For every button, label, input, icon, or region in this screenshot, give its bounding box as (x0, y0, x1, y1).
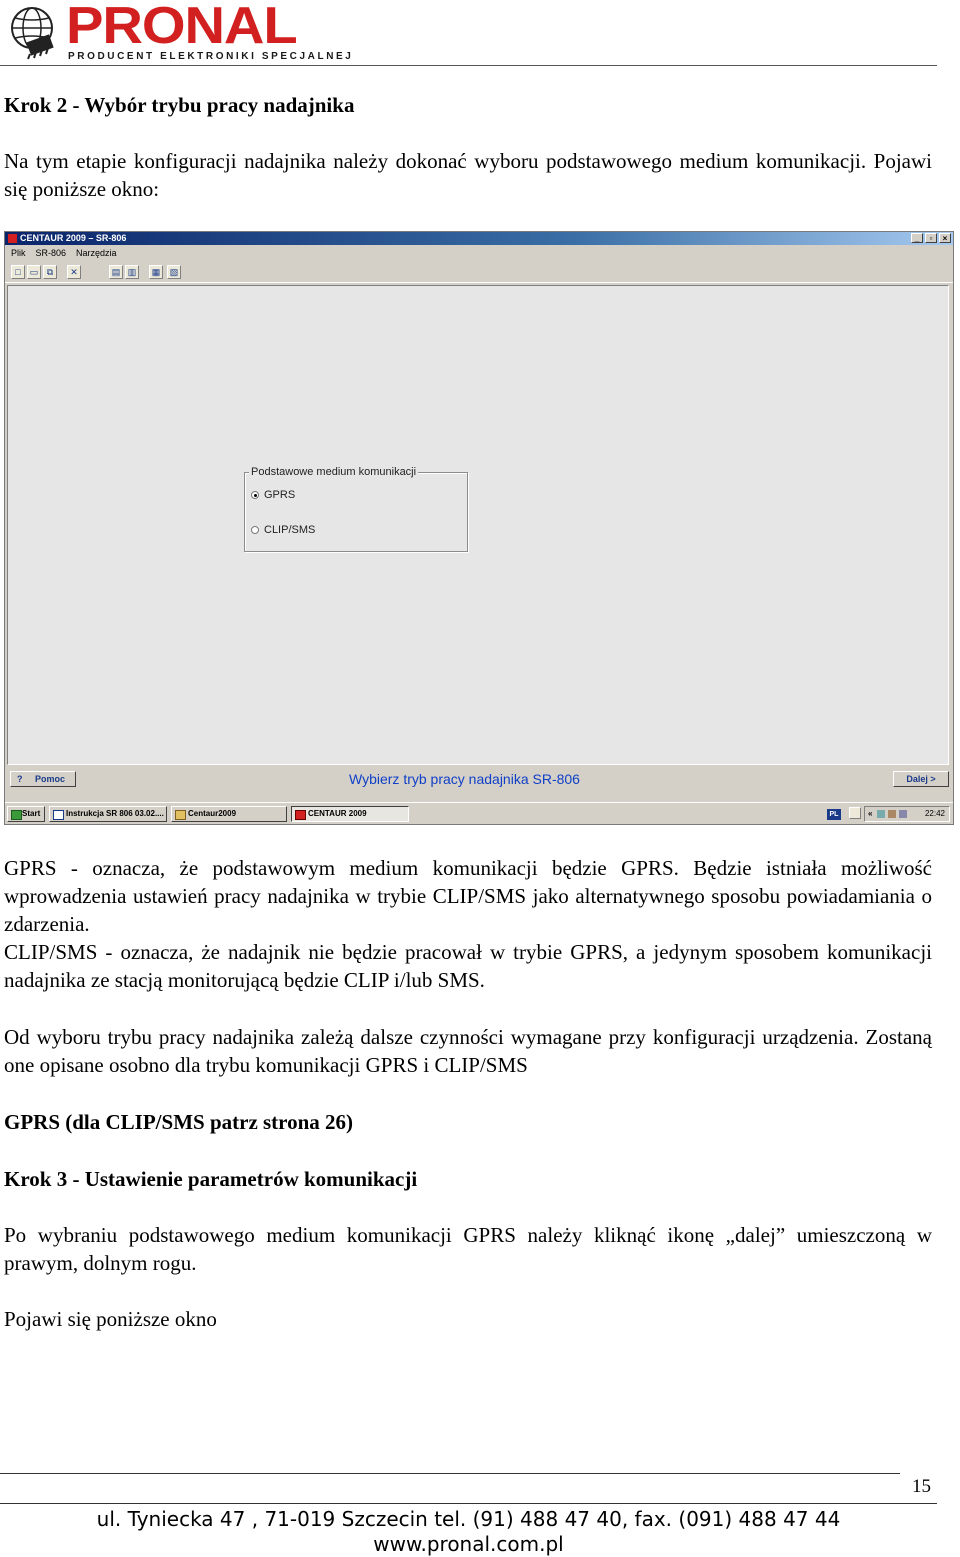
gprs-reference-heading: GPRS (dla CLIP/SMS patrz strona 26) (4, 1110, 354, 1134)
volume-icon[interactable] (899, 810, 907, 818)
app-icon (295, 810, 306, 820)
os-taskbar (5, 802, 953, 825)
comm-medium-groupbox (244, 466, 468, 552)
document-icon (53, 810, 64, 820)
step3-paragraph: Po wybraniu podstawowego medium komunikacji GPRS należy kliknąć ikonę „dalej” umieszczoną w prawym, dolnym rogu. (4, 1223, 932, 1275)
menu-plik[interactable]: Plik (11, 248, 26, 258)
page-number: 15 (912, 1476, 931, 1497)
gprs-description: GPRS - oznacza, że podstawowym medium komunikacji będzie GPRS. Będzie istniała możliwość wprowadzenia ustawień pracy nadajnika w trybie CLIP/SMS jako alternatywnego sposobu powiadamiania o zdarzenia. (4, 856, 932, 936)
next-button[interactable]: Dalej > (893, 771, 949, 787)
windows-flag-icon (11, 810, 22, 820)
window-titlebar (5, 232, 953, 245)
folder-icon (175, 810, 186, 820)
window-title: CENTAUR 2009 – SR-806 (20, 233, 127, 243)
security-icon[interactable] (888, 810, 896, 818)
logo-tagline: PRODUCENT ELEKTRONIKI SPECJALNEJ (68, 51, 354, 62)
menu-sr806[interactable]: SR-806 (35, 248, 67, 258)
toolbar (5, 262, 953, 283)
new-file-icon[interactable]: □ (11, 265, 25, 279)
network-icon[interactable] (877, 810, 885, 818)
help-button[interactable] (10, 771, 76, 787)
copy-icon[interactable]: ⧉ (43, 265, 57, 279)
taskbar-item-instrukcja[interactable] (49, 806, 167, 822)
logo-wordmark: PRONAL (66, 0, 297, 55)
tray-clock: 22:42 (924, 809, 945, 818)
menu-bar (5, 246, 121, 260)
start-label: Start (22, 809, 41, 818)
taskbar-label: CENTAUR 2009 (308, 809, 367, 818)
radio-clip-sms-label: CLIP/SMS (264, 524, 316, 536)
minimize-button[interactable]: _ (911, 233, 923, 243)
radio-gprs[interactable] (251, 489, 295, 501)
system-tray (864, 806, 950, 822)
footer-website[interactable]: www.pronal.com.pl (373, 1532, 564, 1556)
step3-heading: Krok 3 - Ustawienie parametrów komunikacji (4, 1167, 418, 1191)
language-badge[interactable]: PL (827, 809, 841, 820)
taskbar-item-centaur-folder[interactable] (171, 806, 287, 822)
page-header (0, 0, 960, 70)
taskbar-item-centaur-app[interactable] (291, 806, 409, 822)
tray-expand-icon[interactable]: « (868, 809, 873, 818)
app-screenshot (4, 231, 954, 825)
taskbar-label: Centaur2009 (188, 809, 237, 818)
write-device-icon[interactable]: ▥ (125, 265, 139, 279)
open-folder-icon[interactable]: ▭ (27, 265, 41, 279)
menu-narzedzia[interactable]: Narzędzia (76, 248, 117, 258)
read-device-icon[interactable]: ▤ (109, 265, 123, 279)
wizard-panel (7, 285, 949, 765)
delete-icon[interactable]: ✕ (67, 265, 81, 279)
radio-gprs-label: GPRS (264, 489, 296, 501)
status-message: Wybierz tryb pracy nadajnika SR-806 (349, 771, 580, 787)
header-divider (0, 65, 937, 66)
radio-unselected-icon[interactable] (251, 526, 259, 534)
radio-clip-sms[interactable] (251, 524, 315, 536)
footer-address: ul. Tyniecka 47 , 71-019 Szczecin tel. (91) 488 47 40, fax. (091) 488 47 44 (96, 1507, 841, 1531)
mode-choice-paragraph: Od wyboru trybu pracy nadajnika zależą dalsze czynności wymagane przy konfiguracji urządzenia. Zostaną one opisane osobno dla trybu komunikacji GPRS i CLIP/SMS (4, 1025, 932, 1077)
start-button[interactable] (7, 806, 45, 822)
maximize-button[interactable]: ▫ (925, 233, 937, 243)
footer-divider (0, 1473, 900, 1474)
tools-icon[interactable]: ▧ (167, 265, 181, 279)
clip-sms-description: CLIP/SMS - oznacza, że nadajnik nie będzie pracował w trybie GPRS, a jedynym sposobem komunikacji nadajnika ze stacją monitorującą będzie CLIP i/lub SMS. (4, 940, 932, 992)
intro-paragraph: Na tym etapie konfiguracji nadajnika należy dokonać wyboru podstawowego medium komunikacji. Pojawi się poniższe okno: (4, 149, 932, 201)
settings-icon[interactable]: ▦ (149, 265, 163, 279)
help-icon: ? (17, 774, 23, 784)
help-button-label: Pomoc (35, 774, 66, 784)
keyboard-icon[interactable] (849, 807, 861, 819)
next-window-paragraph: Pojawi się poniższe okno (4, 1307, 217, 1331)
groupbox-title: Podstawowe medium komunikacji (251, 466, 417, 478)
close-button[interactable]: × (939, 233, 951, 243)
footer-divider-lower (0, 1503, 937, 1504)
taskbar-label: Instrukcja SR 806 03.02.... (66, 809, 164, 818)
globe-chip-icon (6, 4, 62, 60)
app-icon (8, 234, 17, 243)
step2-heading: Krok 2 - Wybór trybu pracy nadajnika (4, 93, 355, 117)
radio-selected-icon[interactable] (251, 491, 259, 499)
wizard-footer (5, 768, 953, 790)
